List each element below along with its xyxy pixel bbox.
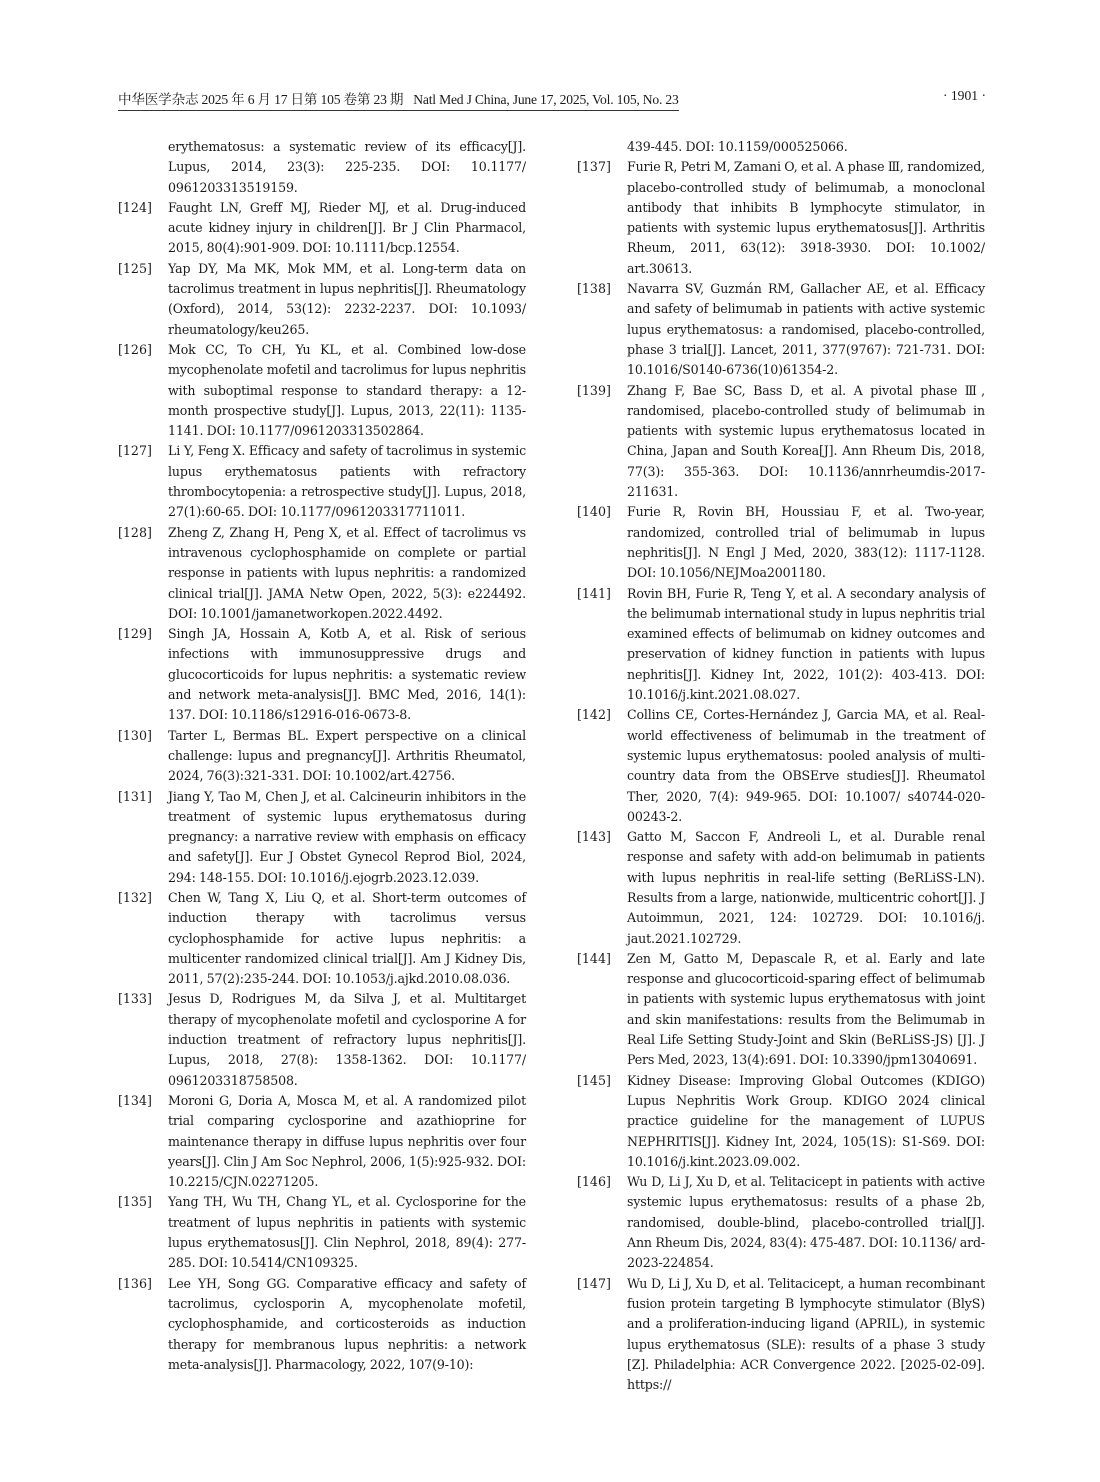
reference-text: Jesus D, Rodrigues M, da Silva J, et al. Multitarget therapy of mycophenolate mofetil and cyclosporine A for induction treatment of refractory lupus nephritis[J]. Lupus, 2018, 27(8): 1358-1362. DOI: 10.1177/ 0961203318758508. (168, 991, 526, 1088)
reference-text: Wu D, Li J, Xu D, et al. Telitacicept, a human recombinant fusion protein targeting B lymphocyte stimulator (BlyS) and a proliferation-inducing ligand (APRIL), in systemic lupus erythematosus (SLE): results of a phase 3 study [Z]. Philadelphia: ACR Convergence 2022. [2025-02-09]. https:// (627, 1275, 985, 1393)
reference-text: Rovin BH, Furie R, Teng Y, et al. A secondary analysis of the belimumab international study in lupus nephritis trial examined effects of belimumab on kidney outcomes and preservation of kidney function in patients with lupus nephritis[J]. Kidney Int, 2022, 101(2): 403-413. DOI: 10.1016/j.kint.2021.08.027. (627, 585, 985, 703)
reference-text: Yap DY, Ma MK, Mok MM, et al. Long-term data on tacrolimus treatment in lupus nephritis[J]. Rheumatology (Oxford), 2014, 53(12): 2232-2237. DOI: 10.1093/ rheumatology/keu265. (168, 260, 526, 337)
reference-entry (118, 1091, 526, 1192)
reference-entry (118, 259, 526, 340)
reference-text: Chen W, Tang X, Liu Q, et al. Short-term outcomes of induction therapy with tacrolimus versus cyclophosphamide for active lupus nephritis: a multicenter randomized clinical trial[J]. Am J Kidney Dis, 2011, 57(2):235-244. DOI: 10.1053/j.ajkd.2010.08.036. (168, 889, 526, 987)
reference-text: Lee YH, Song GG. Comparative efficacy and safety of tacrolimus, cyclosporin A, mycophenolate mofetil, cyclophosphamide, and corticosteroids as induction therapy for membranous lupus nephritis: a network meta-analysis[J]. Pharmacology, 2022, 107(9-10): (168, 1275, 526, 1372)
reference-number: [133] (118, 991, 152, 1007)
reference-entry (577, 1172, 985, 1273)
reference-entry (577, 279, 985, 380)
reference-number: [134] (118, 1092, 152, 1108)
reference-number: [141] (577, 585, 611, 601)
reference-entry (577, 949, 985, 1071)
reference-text: erythematosus: a systematic review of its efficacy[J]. Lupus, 2014, 23(3): 225-235. DOI: 10.1177/ 0961203313519159. (168, 139, 526, 195)
reference-text: Zhang F, Bae SC, Bass D, et al. A pivotal phase Ⅲ, randomised, placebo-controlled study of belimumab in patients with systemic lupus erythematosus located in China, Japan and South Korea[J]. Ann Rheum Dis, 2018, 77(3): 355-363. DOI: 10.1136/annrheumdis-2017-211631. (627, 382, 985, 500)
journal-citation-line (118, 88, 679, 111)
reference-number: [130] (118, 727, 152, 743)
reference-entry (118, 888, 526, 989)
reference-entry (577, 157, 985, 279)
reference-number: [143] (577, 829, 611, 845)
reference-entry (577, 827, 985, 949)
reference-entry (577, 705, 985, 827)
reference-text: Mok CC, To CH, Yu KL, et al. Combined low-dose mycophenolate mofetil and tacrolimus for lupus nephritis with suboptimal response to standard therapy: a 12-month prospective study[J]. Lupus, 2013, 22(11): 1135-1141. DOI: 10.1177/0961203313502864. (168, 341, 526, 439)
reference-text: Zen M, Gatto M, Depascale R, et al. Early and late response and glucocorticoid-sparing effect of belimumab in patients with systemic lupus erythematosus with joint and skin manifestations: results from the Belimumab in Real Life Setting Study-Joint and Skin (BeRLiSS-JS) [J]. J Pers Med, 2023, 13(4):691. DOI: 10.3390/jpm13040691. (627, 950, 985, 1068)
reference-number: [145] (577, 1072, 611, 1088)
reference-text: Furie R, Rovin BH, Houssiau F, et al. Two-year, randomized, controlled trial of belimumab in lupus nephritis[J]. N Engl J Med, 2020, 383(12): 1117-1128. DOI: 10.1056/NEJMoa2001180. (627, 504, 985, 581)
journal-title-chinese: 中华医学杂志 2025 年 6 月 17 日第 105 卷第 23 期 (118, 92, 404, 107)
reference-entry (118, 1274, 526, 1375)
reference-number: [144] (577, 950, 611, 966)
reference-entry (577, 1071, 985, 1172)
reference-number: [146] (577, 1174, 611, 1190)
running-header (118, 88, 986, 110)
reference-number: [125] (118, 260, 152, 276)
reference-text: Jiang Y, Tao M, Chen J, et al. Calcineurin inhibitors in the treatment of systemic lupus erythematosus during pregnancy: a narrative review with emphasis on efficacy and safety[J]. Eur J Obstet Gynecol Reprod Biol, 2024, 294: 148-155. DOI: 10.1016/j.ejogrb.2023.12.039. (168, 788, 526, 885)
reference-text: Zheng Z, Zhang H, Peng X, et al. Effect of tacrolimus vs intravenous cyclophosphamide on complete or partial response in patients with lupus nephritis: a randomized clinical trial[J]. JAMA Netw Open, 2022, 5(3): e224492. DOI: 10.1001/jamanetworkopen.2022.4492. (168, 524, 526, 621)
reference-column-right (577, 137, 985, 1395)
reference-entry (118, 1192, 526, 1273)
reference-text: 439-445. DOI: 10.1159/000525066. (627, 139, 848, 154)
reference-entry (118, 523, 526, 624)
reference-entry (577, 584, 985, 706)
reference-entry (577, 502, 985, 583)
reference-number: [136] (118, 1275, 152, 1291)
reference-entry (118, 441, 526, 522)
page-number: · 1901 · (942, 88, 986, 103)
reference-entry (118, 198, 526, 259)
reference-text: Moroni G, Doria A, Mosca M, et al. A randomized pilot trial comparing cyclosporine and azathioprine for maintenance therapy in diffuse lupus nephritis over four years[J]. Clin J Am Soc Nephrol, 2006, 1(5):925-932. DOI: 10.2215/CJN.02271205. (168, 1092, 526, 1190)
reference-entry (118, 787, 526, 888)
reference-continuation (118, 137, 526, 198)
journal-title-english: Natl Med J China, June 17, 2025, Vol. 105, No. 23 (413, 92, 679, 107)
reference-text: Furie R, Petri M, Zamani O, et al. A phase Ⅲ, randomized, placebo-controlled study of belimumab, a monoclonal antibody that inhibits B lymphocyte stimulator, in patients with systemic lupus erythematosus[J]. Arthritis Rheum, 2011, 63(12): 3918-3930. DOI: 10.1002/ art.30613. (627, 159, 985, 276)
reference-number: [132] (118, 889, 152, 905)
reference-number: [140] (577, 504, 611, 520)
reference-text: Collins CE, Cortes-Hernández J, Garcia MA, et al. Real-world effectiveness of belimumab in the treatment of systemic lupus erythematosus: pooled analysis of multi-country data from the OBSErve studies[J]. Rheumatol Ther, 2020, 7(4): 949-965. DOI: 10.1007/ s40744-020-00243-2. (627, 707, 985, 824)
reference-entry (577, 1274, 985, 1396)
reference-text: Singh JA, Hossain A, Kotb A, et al. Risk of serious infections with immunosuppressive drugs and glucocorticoids for lupus nephritis: a systematic review and network meta-analysis[J]. BMC Med, 2016, 14(1): 137. DOI: 10.1186/s12916-016-0673-8. (168, 626, 526, 723)
reference-text: Yang TH, Wu TH, Chang YL, et al. Cyclosporine for the treatment of lupus nephritis in patients with systemic lupus erythematosus[J]. Clin Nephrol, 2018, 89(4): 277-285. DOI: 10.5414/CN109325. (168, 1194, 526, 1271)
reference-continuation (577, 137, 985, 157)
reference-entry (577, 381, 985, 503)
reference-entry (118, 726, 526, 787)
reference-number: [139] (577, 382, 611, 398)
reference-number: [131] (118, 788, 152, 804)
reference-text: Navarra SV, Guzmán RM, Gallacher AE, et al. Efficacy and safety of belimumab in patients with active systemic lupus erythematosus: a randomised, placebo-controlled, phase 3 trial[J]. Lancet, 2011, 377(9767): 721-731. DOI: 10.1016/S0140-6736(10)61354-2. (627, 281, 985, 378)
reference-number: [135] (118, 1194, 152, 1210)
reference-entry (118, 989, 526, 1090)
reference-text: Wu D, Li J, Xu D, et al. Telitacicept in patients with active systemic lupus erythematosus: results of a phase 2b, randomised, double-blind, placebo-controlled trial[J]. Ann Rheum Dis, 2024, 83(4): 475-487. DOI: 10.1136/ ard-2023-224854. (627, 1174, 985, 1271)
reference-number: [137] (577, 159, 611, 175)
reference-number: [129] (118, 626, 152, 642)
reference-text: Kidney Disease: Improving Global Outcomes (KDIGO) Lupus Nephritis Work Group. KDIGO 2024 clinical practice guideline for the management of LUPUS NEPHRITIS[J]. Kidney Int, 2024, 105(1S): S1-S69. DOI: 10.1016/j.kint.2023.09.002. (627, 1072, 985, 1169)
reference-entry (118, 340, 526, 441)
reference-number: [128] (118, 524, 152, 540)
reference-entry (118, 624, 526, 725)
reference-number: [147] (577, 1275, 611, 1291)
reference-number: [142] (577, 707, 611, 723)
reference-number: [127] (118, 443, 152, 459)
reference-text: Tarter L, Bermas BL. Expert perspective on a clinical challenge: lupus and pregnancy[J]. Arthritis Rheumatol, 2024, 76(3):321-331. DOI: 10.1002/art.42756. (168, 727, 526, 784)
reference-number: [126] (118, 341, 152, 357)
reference-text: Li Y, Feng X. Efficacy and safety of tacrolimus in systemic lupus erythematosus patients with refractory thrombocytopenia: a retrospective study[J]. Lupus, 2018, 27(1):60-65. DOI: 10.1177/0961203317711011. (168, 443, 526, 520)
reference-column-left (118, 137, 526, 1375)
reference-number: [138] (577, 281, 611, 297)
reference-text: Faught LN, Greff MJ, Rieder MJ, et al. Drug-induced acute kidney injury in children[J]. Br J Clin Pharmacol, 2015, 80(4):901-909. DOI: 10.1111/bcp.12554. (168, 199, 526, 256)
reference-text: Gatto M, Saccon F, Andreoli L, et al. Durable renal response and safety with add-on belimumab in patients with lupus nephritis in real-life setting (BeRLiSS-LN). Results from a large, nationwide, multicentric cohort[J]. J Autoimmun, 2021, 124: 102729. DOI: 10.1016/j. jaut.2021.102729. (627, 829, 985, 946)
reference-number: [124] (118, 199, 152, 215)
